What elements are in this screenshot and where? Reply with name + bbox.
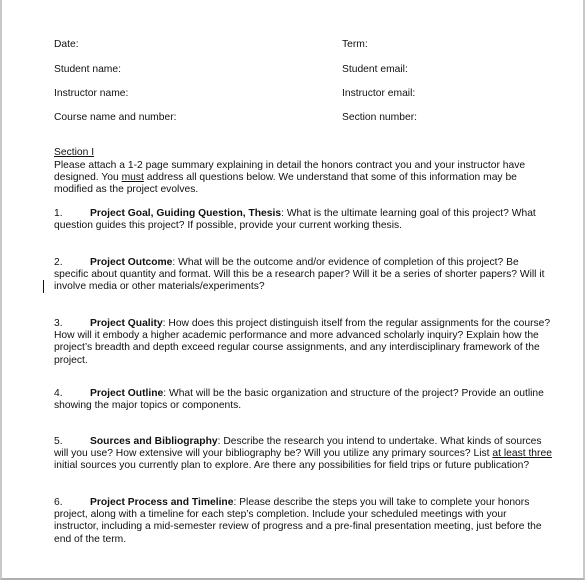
question-number: 4. xyxy=(54,388,63,399)
question-number: 6. xyxy=(54,497,63,508)
question-6 xyxy=(54,497,554,546)
course-name-label: Course name and number: xyxy=(54,112,177,123)
question-4 xyxy=(54,388,554,412)
text-cursor xyxy=(43,280,44,293)
intro-emphasis: must xyxy=(121,172,144,184)
question-number: 2. xyxy=(54,257,63,268)
question-emphasis: at least three xyxy=(492,448,552,460)
instructor-name-label: Instructor name: xyxy=(54,88,129,99)
question-text: : How does this project distinguish itself from the regular assignments for the course? How will it embody a higher academic performance and more advanced scholarly inquiry? Explain how the project’s breadth and depth exceed regular course assignments, and any interdisciplinary framework of the project. xyxy=(54,318,551,366)
question-text: : What is the ultimate learning goal of this project? What question guides this project? If possible, provide your current working thesis. xyxy=(54,208,536,232)
question-text-end: initial sources you currently plan to explore. Are there any possibilities for field trips or future publication? xyxy=(54,460,530,472)
term-label: Term: xyxy=(342,39,368,50)
intro-text-end: address all questions below. We understand that some of this information may be modified as the project evolves. xyxy=(54,172,517,196)
question-text: : Describe the research you intend to undertake. What kinds of sources will you use? How extensive will your bibliography be? Will you utilize any primary sources? List xyxy=(54,436,542,460)
question-text: : What will be the outcome and/or evidence of completion of this project? Be specific about quantity and format. Will this be a research paper? Will it be a series of shorter papers? Will it involve media or other materials/experiments? xyxy=(54,257,545,293)
question-title: Sources and Bibliography xyxy=(90,436,218,447)
question-title: Project Goal, Guiding Question, Thesis xyxy=(90,208,282,219)
question-title: Project Quality xyxy=(90,318,163,329)
student-name-label: Student name: xyxy=(54,64,121,75)
question-2 xyxy=(54,257,554,294)
intro-text-start: Please attach a 1-2 page summary explaining in detail the honors contract you and your instructor have designed. You xyxy=(54,160,526,184)
question-number: 1. xyxy=(54,208,63,219)
question-title: Project Outcome xyxy=(90,257,173,268)
question-number: 3. xyxy=(54,318,63,329)
date-label: Date: xyxy=(54,39,79,50)
question-text: : What will be the basic organization and structure of the project? Provide an outline showing the major topics or components. xyxy=(54,388,544,412)
question-title: Project Process and Timeline xyxy=(90,497,234,508)
question-number: 5. xyxy=(54,436,63,447)
question-1 xyxy=(54,208,554,232)
instructor-email-label: Instructor email: xyxy=(342,88,416,99)
question-title: Project Outline xyxy=(90,388,164,399)
section-intro xyxy=(54,160,554,197)
question-3 xyxy=(54,318,554,367)
question-5 xyxy=(54,436,554,473)
student-email-label: Student email: xyxy=(342,64,408,75)
section-title: Section I xyxy=(54,147,95,158)
section-number-label: Section number: xyxy=(342,112,417,123)
question-text: : Please describe the steps you will take to complete your honors project, along with a timeline for each step’s completion. Include your scheduled meetings with your instructor, including a mid-semester review of progress and a pre-final presentation meeting, just before the end of the term. xyxy=(54,497,542,545)
